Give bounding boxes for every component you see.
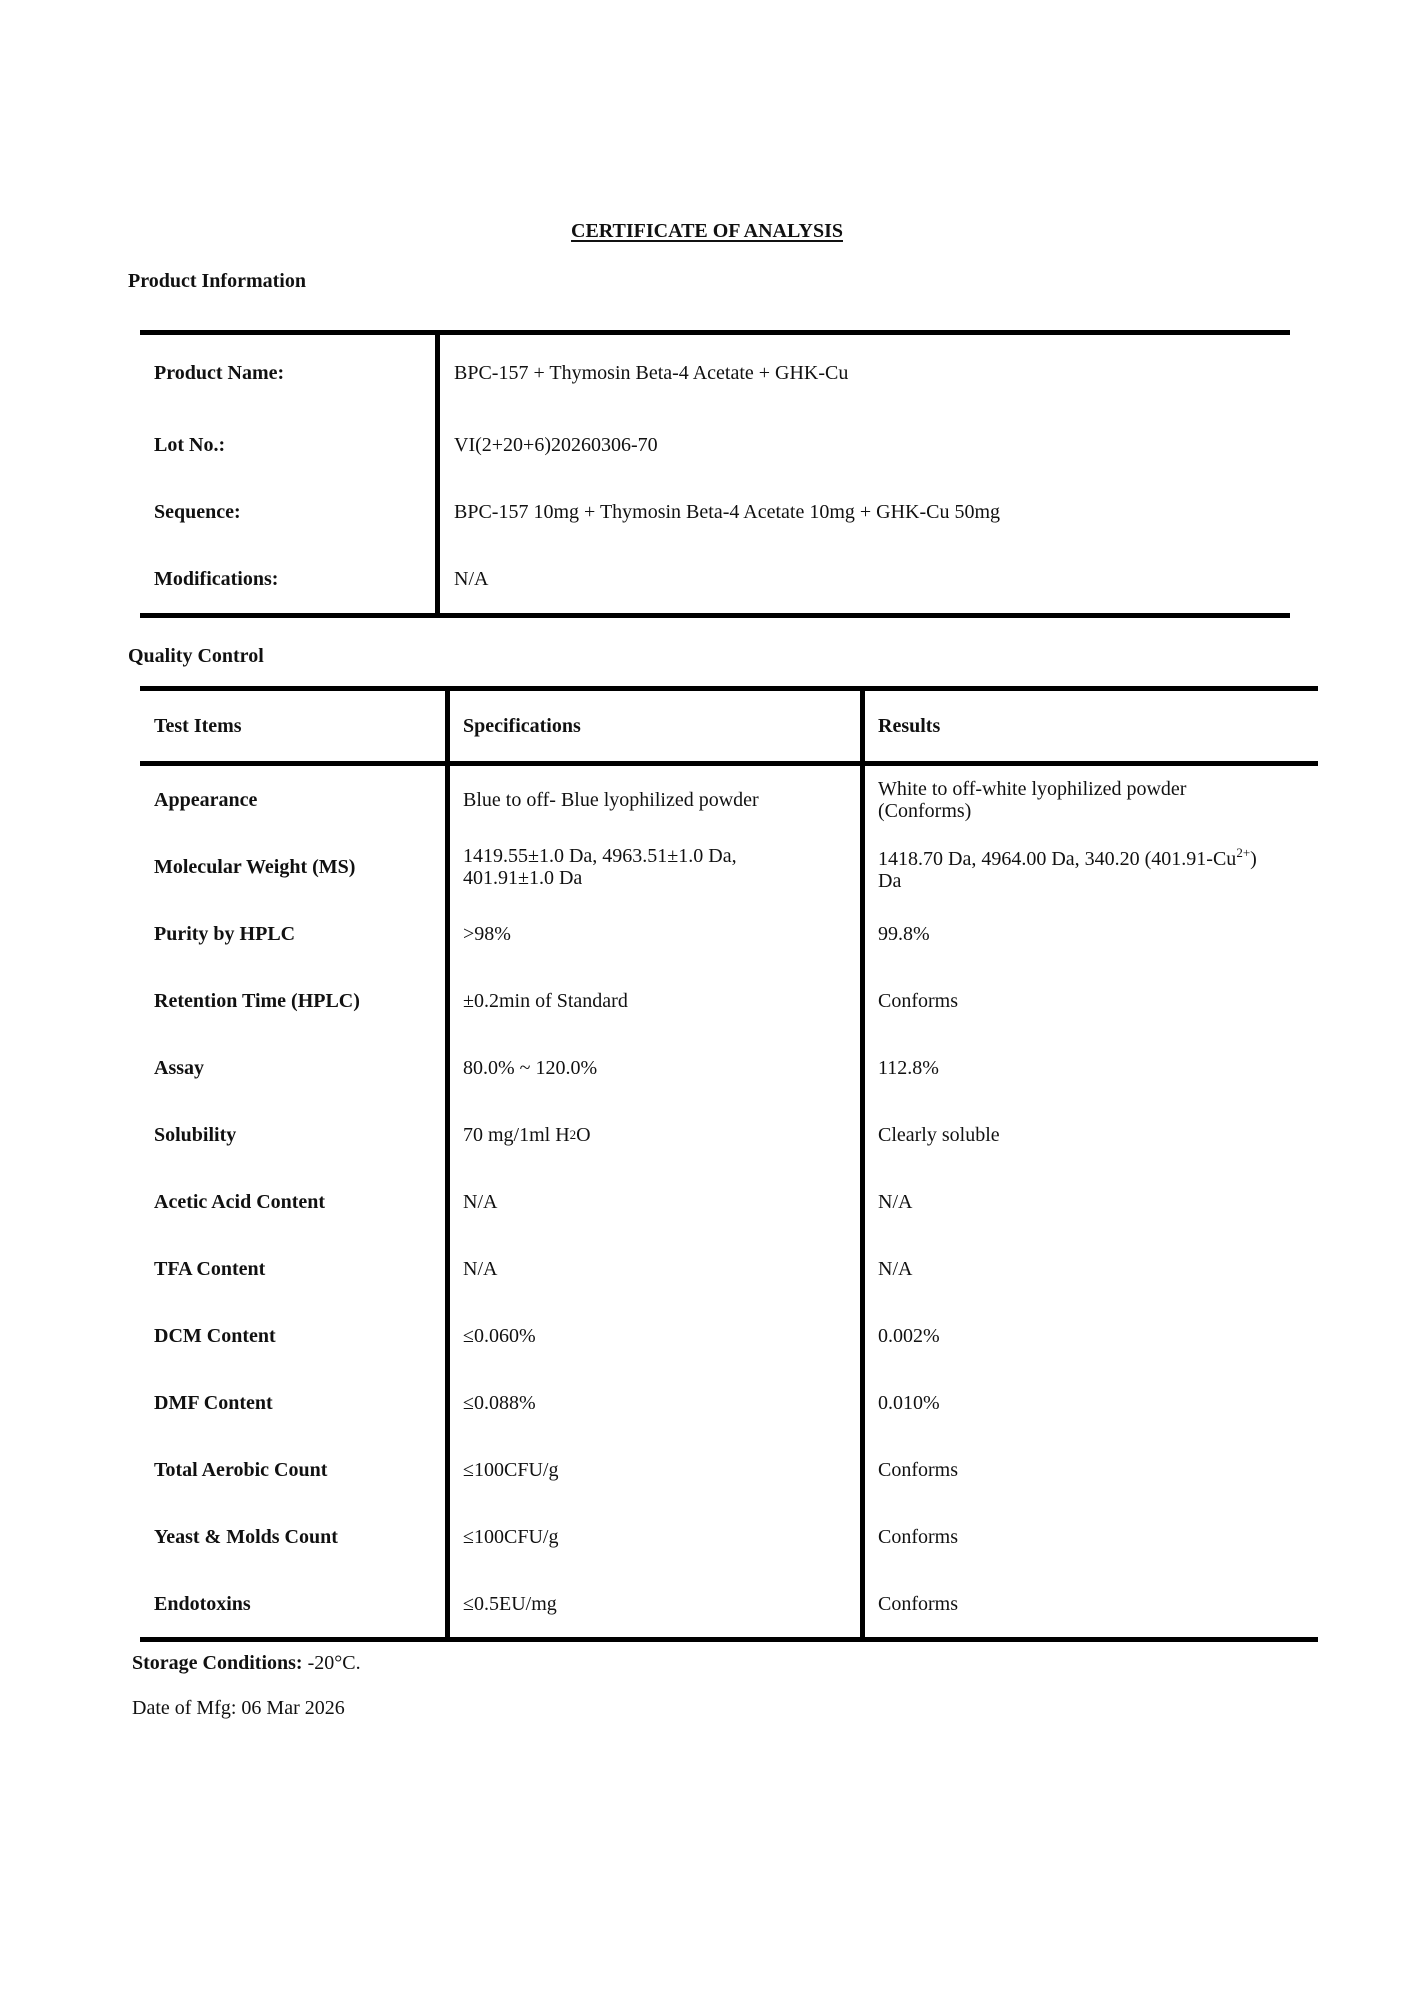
subscript-digit: 2 [569, 1126, 577, 1142]
table-row [140, 1235, 1318, 1302]
spec-text-main: 70 mg/1ml H [463, 1123, 570, 1146]
result-cell: White to off-white lyophilized powder (Conforms) [878, 777, 1187, 822]
lot-number-value: VI(2+20+6)20260306-70 [454, 434, 658, 456]
specification-cell: ≤0.060% [450, 1302, 865, 1369]
result-cell: Conforms [878, 1458, 958, 1481]
document-title: CERTIFICATE OF ANALYSIS [571, 220, 843, 242]
specification-cell: 1419.55±1.0 Da, 4963.51±1.0 Da, 401.91±1.0 Da [450, 833, 865, 900]
test-item-cell: DMF Content [140, 1369, 450, 1436]
result-cell: 0.010% [878, 1391, 940, 1414]
table-row [140, 1168, 1318, 1235]
result-cell [865, 833, 1318, 900]
specification-cell: ≤0.5EU/mg [450, 1570, 865, 1637]
specification-cell: Blue to off- Blue lyophilized powder [450, 766, 865, 833]
quality-control-heading: Quality Control [128, 645, 264, 667]
lot-number-label: Lot No.: [140, 412, 440, 479]
result-cell: Conforms [878, 1525, 958, 1548]
storage-conditions-label: Storage Conditions: [132, 1652, 303, 1674]
product-information-table [140, 330, 1290, 618]
test-item-cell: Solubility [140, 1101, 450, 1168]
specification-cell: ≤100CFU/g [450, 1436, 865, 1503]
result-cell: N/A [878, 1257, 913, 1280]
table-row [140, 1034, 1318, 1101]
storage-conditions [132, 1652, 361, 1675]
product-name-value: BPC-157 + Thymosin Beta-4 Acetate + GHK-Cu [454, 362, 849, 384]
test-item-cell: Appearance [140, 766, 450, 833]
sequence-label: Sequence: [140, 479, 440, 546]
table-row [140, 967, 1318, 1034]
product-name-row [140, 335, 1290, 412]
product-name-label: Product Name: [140, 335, 440, 412]
table-row [140, 900, 1318, 967]
result-text [878, 842, 1257, 892]
table-row [140, 1503, 1318, 1570]
test-item-cell: TFA Content [140, 1235, 450, 1302]
table-header-row [140, 691, 1318, 766]
test-item-cell: Yeast & Molds Count [140, 1503, 450, 1570]
column-header-results: Results [878, 715, 941, 737]
column-header-test-items: Test Items [140, 691, 450, 761]
result-cell: Clearly soluble [878, 1123, 1000, 1146]
sequence-value: BPC-157 10mg + Thymosin Beta-4 Acetate 10mg + GHK-Cu 50mg [454, 501, 1001, 523]
result-cell: N/A [878, 1190, 913, 1213]
column-header-specifications: Specifications [450, 691, 865, 761]
table-row [140, 1570, 1318, 1637]
result-cell: Conforms [878, 989, 958, 1012]
specification-cell: 80.0% ~ 120.0% [450, 1034, 865, 1101]
result-cell: 99.8% [878, 922, 930, 945]
charge-superscript: 2+ [1236, 844, 1251, 860]
result-text-main: 1418.70 Da, 4964.00 Da, 340.20 (401.91-Cu [878, 847, 1237, 870]
manufacture-date: Date of Mfg: 06 Mar 2026 [132, 1697, 345, 1719]
test-item-cell: Acetic Acid Content [140, 1168, 450, 1235]
specification-cell [450, 1101, 865, 1168]
result-text-tail: ) Da [878, 847, 1257, 892]
table-row [140, 1101, 1318, 1168]
test-item-cell: DCM Content [140, 1302, 450, 1369]
specification-cell: ≤100CFU/g [450, 1503, 865, 1570]
test-item-cell: Retention Time (HPLC) [140, 967, 450, 1034]
modifications-row [140, 546, 1290, 613]
quality-control-table [140, 686, 1318, 1642]
test-item-cell: Molecular Weight (MS) [140, 833, 450, 900]
specification-cell: ±0.2min of Standard [450, 967, 865, 1034]
test-item-cell: Purity by HPLC [140, 900, 450, 967]
test-item-cell: Total Aerobic Count [140, 1436, 450, 1503]
table-row [140, 1369, 1318, 1436]
specification-cell: N/A [450, 1235, 865, 1302]
table-row [140, 1302, 1318, 1369]
storage-conditions-value: -20°C. [302, 1652, 361, 1674]
modifications-value: N/A [454, 568, 489, 590]
specification-cell: >98% [450, 900, 865, 967]
result-cell: 0.002% [878, 1324, 940, 1347]
modifications-label: Modifications: [140, 546, 440, 613]
table-row [140, 833, 1318, 900]
table-row [140, 766, 1318, 833]
lot-number-row [140, 412, 1290, 479]
spec-text-tail: O [576, 1123, 591, 1146]
specification-cell: ≤0.088% [450, 1369, 865, 1436]
result-cell: 112.8% [878, 1056, 939, 1079]
result-cell: Conforms [878, 1592, 958, 1615]
test-item-cell: Assay [140, 1034, 450, 1101]
specification-cell: N/A [450, 1168, 865, 1235]
test-item-cell: Endotoxins [140, 1570, 450, 1637]
table-row [140, 1436, 1318, 1503]
product-information-heading: Product Information [128, 270, 306, 292]
sequence-row [140, 479, 1290, 546]
